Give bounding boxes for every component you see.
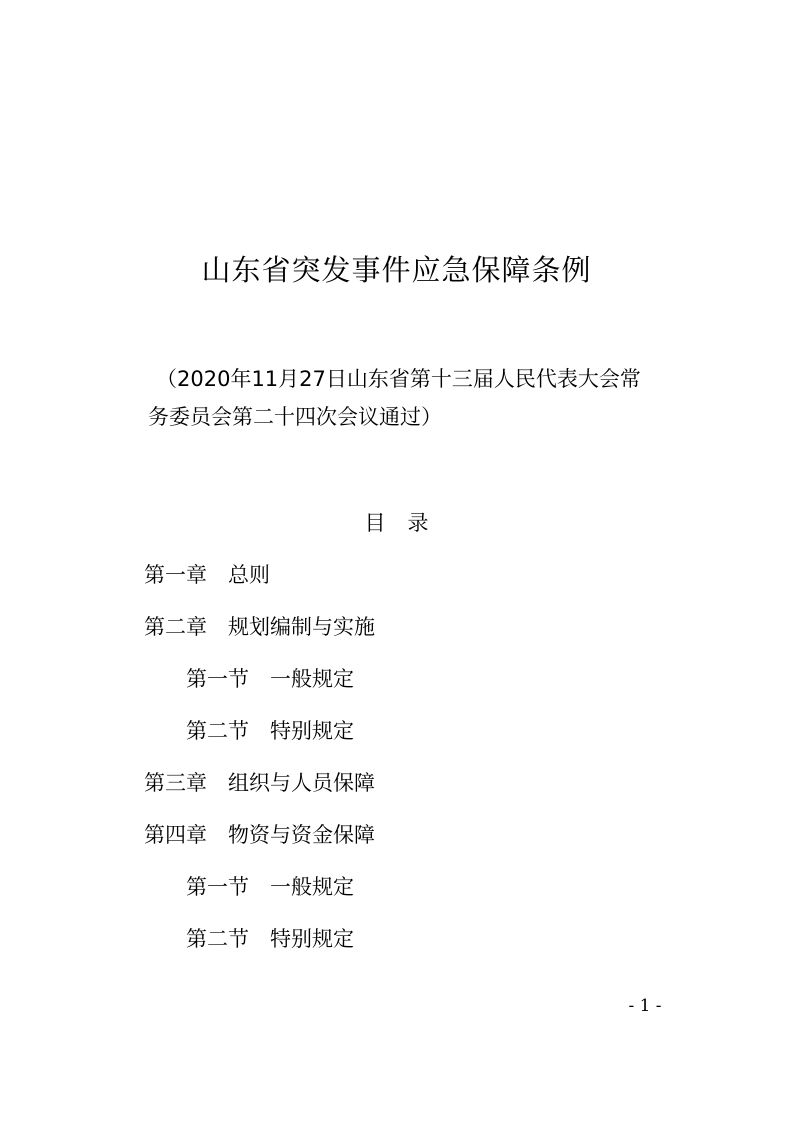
toc-entry-chapter-4-section-2 (144, 922, 664, 974)
toc-entry-title: 特别规定 (270, 927, 354, 951)
toc-entry-number: 第二节 (186, 927, 249, 951)
table-of-contents (144, 558, 664, 974)
toc-entry-number: 第四章 (144, 823, 207, 847)
toc-entry-chapter-2-section-2 (144, 714, 664, 766)
toc-entry-number: 第二章 (144, 615, 207, 639)
toc-entry-chapter-1 (144, 558, 664, 610)
toc-entry-chapter-2 (144, 610, 664, 662)
toc-entry-title: 规划编制与实施 (228, 615, 375, 639)
toc-entry-number: 第三章 (144, 771, 207, 795)
toc-entry-number: 第二节 (186, 719, 249, 743)
toc-entry-title: 物资与资金保障 (228, 823, 375, 847)
toc-entry-number: 第一节 (186, 667, 249, 691)
toc-entry-title: 一般规定 (270, 875, 354, 899)
toc-entry-chapter-2-section-1 (144, 662, 664, 714)
toc-entry-number: 第一章 (144, 563, 207, 587)
toc-entry-title: 特别规定 (270, 719, 354, 743)
toc-heading: 目录 (364, 511, 451, 535)
adoption-note (148, 360, 663, 436)
toc-entry-title: 一般规定 (270, 667, 354, 691)
adoption-note-line-2: 务委员会第二十四次会议通过） (148, 405, 442, 429)
toc-entry-chapter-4 (144, 818, 664, 870)
toc-entry-number: 第一节 (186, 875, 249, 899)
toc-entry-chapter-4-section-1 (144, 870, 664, 922)
adoption-note-line-1: （2020年11月27日山东省第十三届人民代表大会常 (156, 367, 641, 391)
toc-entry-title: 组织与人员保障 (228, 771, 375, 795)
toc-entry-chapter-3 (144, 766, 664, 818)
document-title: 山东省突发事件应急保障条例 (201, 253, 592, 287)
toc-entry-title: 总则 (228, 563, 270, 587)
page-number: - 1 - (628, 996, 662, 1016)
